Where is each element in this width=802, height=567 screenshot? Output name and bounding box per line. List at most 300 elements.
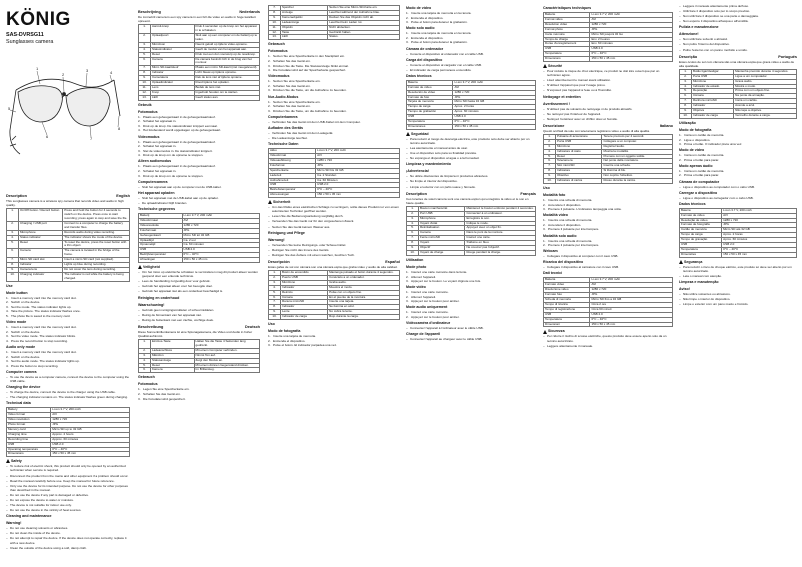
- spec-label: Tempo di ricarica: [544, 302, 590, 307]
- table-cell: Leuchtet während der Aufnahme blau.: [328, 10, 400, 15]
- text: Videomodus: [268, 74, 290, 79]
- list-text: Inserte una tarjeta de memoria en la ranura.: [411, 31, 472, 36]
- list-number: 3.: [138, 148, 141, 153]
- spec-label: Batería: [407, 80, 453, 85]
- spec-value: 0°C – 40°C: [722, 248, 797, 253]
- list-item: [406, 275, 536, 279]
- table-cell: Tenere premuto per 4 secondi.: [602, 134, 673, 139]
- text: Technical data: [6, 401, 31, 406]
- list-item: [138, 308, 260, 312]
- spec-value: Micro SD bis 32 GB: [316, 168, 400, 173]
- list-text: Legen Sie eine Speicherkarte ein.: [143, 387, 190, 392]
- table-cell: 6.: [7, 249, 19, 258]
- list-text: Clean the outside of the device using a soft, damp cloth.: [10, 545, 87, 550]
- spec-label: USB: [680, 243, 722, 248]
- table-row: [139, 95, 260, 100]
- list-text: Premere il pulsante. L'indicatore lampeggia una volta.: [548, 207, 622, 212]
- table-cell: Rood tijdens het opladen.: [194, 81, 259, 86]
- list-text: Utilizzare il dispositivo solo per lo scopo previsto.: [683, 9, 751, 14]
- list-item: [543, 69, 673, 77]
- table-cell: Mit einem dünnen Gegenstand drücken.: [194, 363, 259, 368]
- table-cell: Microfono: [556, 144, 602, 149]
- list-text: Set the mode. The status indicator lights up.: [11, 304, 72, 309]
- text: Mode button: [6, 290, 28, 295]
- text: Italiano: [659, 123, 673, 128]
- table-cell: Licht blauw op tijdens opname.: [194, 71, 259, 76]
- text: Nettoyage et entretien: [543, 94, 581, 99]
- table-cell: Graba audio.: [328, 280, 400, 285]
- table-row: [680, 252, 797, 257]
- bullet-list: [406, 52, 536, 56]
- list-item: [6, 296, 130, 300]
- spec-label: Formato de fotografia: [680, 223, 722, 228]
- warning-icon: [6, 459, 10, 463]
- table-cell: Gedrückt halten.: [328, 30, 400, 35]
- list-text: Do not use the device in the vicinity of heat sources.: [10, 508, 82, 513]
- list-text: Setzen Sie eine Speicherkarte ein.: [273, 79, 321, 84]
- list-text: Allumez l'appareil.: [411, 274, 437, 279]
- spec-value: 1280 x 720: [590, 288, 673, 293]
- list-number: 1.: [406, 290, 409, 295]
- list-number: 3.: [138, 396, 141, 401]
- spec-value: Ca. 60 Minuten: [316, 178, 400, 183]
- table-cell: Objektiv: [281, 25, 328, 30]
- bullet-list: [543, 334, 673, 347]
- table-row: [269, 35, 400, 40]
- table-cell: Se ilumina en azul.: [328, 305, 400, 310]
- spec-value: Ca. 60 minuten: [182, 243, 259, 248]
- text: Español: [385, 259, 400, 264]
- list-number: 2.: [543, 243, 546, 248]
- bullet-list: [543, 107, 673, 121]
- list-text: N'utilisez pas de solvants de nettoyage ni de produits abrasifs.: [547, 106, 633, 111]
- list-text: To use the device as a computer camera, connect the device to the computer using the USB cable.: [10, 374, 130, 383]
- table-cell: Indicador de carga: [281, 315, 328, 320]
- list-text: Press the button to stop recording.: [11, 363, 59, 368]
- spec-label: Akku: [269, 149, 316, 154]
- spec-label: Charging time: [7, 432, 51, 437]
- table-cell: The indicator is red while the battery is being charged.: [63, 272, 130, 281]
- text: Modalità solo audio: [543, 233, 577, 238]
- spec-value: Circa 2 ore: [590, 302, 673, 307]
- list-item: [268, 205, 400, 213]
- text: Câmara de computador: [679, 179, 720, 184]
- table-cell: Plaats een micro SD-kaart (niet meegeleverd).: [194, 66, 259, 71]
- table-cell: 10.: [407, 251, 419, 256]
- list-item: [268, 219, 400, 223]
- bullet-list: [6, 526, 130, 549]
- list-text: Prima o botão para parar.: [684, 173, 720, 178]
- text: Audio only mode: [6, 345, 36, 350]
- spec-value: 1280 x 720: [590, 22, 673, 27]
- list-number: 3.: [6, 304, 9, 309]
- text: Description: [6, 194, 27, 198]
- list-text: Inserire una scheda di memoria.: [548, 238, 593, 243]
- list-item: [6, 350, 130, 354]
- spec-label: Bedrijfstemperatuur: [139, 253, 183, 258]
- text: Mode vidéo: [406, 285, 426, 290]
- list-item: [6, 359, 130, 363]
- bullet-list: [6, 390, 130, 399]
- table-cell: 1.: [139, 25, 151, 34]
- list-text: Gebruik het apparaat niet als een onderdeel beschadigd is.: [142, 289, 224, 294]
- list-item: [543, 203, 673, 207]
- table-cell: Inserte una tarjeta.: [328, 300, 400, 305]
- list-text: Drücken Sie die Taste. Die Statusanzeige blinkt einmal.: [273, 63, 349, 68]
- table-cell: 8.: [544, 169, 556, 174]
- spec-value: Micro SD tot 32 GB: [182, 233, 259, 238]
- table-cell: Statusanzeige: [151, 358, 195, 363]
- list-item: [6, 305, 130, 309]
- table-cell: 3.: [269, 280, 281, 285]
- table-cell: Kamera: [151, 368, 195, 373]
- list-item: [268, 64, 400, 68]
- list-item: [138, 164, 260, 168]
- list-number: 3.: [268, 108, 271, 113]
- table-cell: Knop: [151, 90, 195, 95]
- table-cell: 3.: [544, 144, 556, 149]
- list-number: 3.: [268, 343, 271, 348]
- list-item: [6, 503, 130, 507]
- list-text: Non utilizzare il dispositivo se una parte è danneggiata.: [683, 14, 759, 19]
- list-text: Sluit het apparaat aan op de computer met de USB-kabel.: [142, 184, 222, 189]
- list-text: Appuyez sur le bouton pour arrêter.: [411, 299, 460, 304]
- table-cell: 5.: [269, 290, 281, 295]
- table-cell: Prima com um objeto fino.: [734, 89, 797, 94]
- text: Mode audio uniquement: [406, 305, 448, 310]
- table-cell: Registra l'audio.: [602, 144, 673, 149]
- list-item: [679, 133, 797, 137]
- list-item: [543, 107, 673, 111]
- spec-label: Videoformat: [269, 153, 316, 158]
- text: Beschreibung: [138, 324, 164, 329]
- table-cell: Vermelho durante a carga.: [734, 114, 797, 119]
- numbered-list: [406, 270, 536, 283]
- list-text: Inserire una scheda di memoria.: [548, 218, 593, 223]
- spec-label: Abmessungen: [269, 193, 316, 198]
- spec-label: Cartão de memória: [680, 228, 722, 233]
- list-text: Non pulire l'interno del dispositivo.: [683, 42, 730, 47]
- list-number: 3.: [406, 279, 409, 284]
- spec-label: Tiempo de grabación: [407, 110, 453, 115]
- list-item: [406, 290, 536, 294]
- spec-label: Geheugenkaart: [139, 233, 183, 238]
- list-item: [543, 334, 673, 342]
- table-cell: Porta USB: [556, 139, 602, 144]
- list-item: [543, 78, 673, 82]
- list-item: [268, 334, 400, 338]
- spec-label: Dimensions: [544, 57, 590, 62]
- list-item: [268, 68, 400, 72]
- table-cell: 9.: [269, 310, 281, 315]
- spec-value: AVI: [51, 413, 130, 418]
- spec-value: Aprox. 2 horas: [722, 233, 797, 238]
- list-text: Nettoyez l'extérieur avec un chiffon doux et humide.: [547, 116, 618, 121]
- table-cell: 7.: [407, 236, 419, 241]
- list-item: [138, 201, 260, 205]
- bullet-list: [406, 326, 536, 330]
- list-number: 3.: [6, 359, 9, 364]
- table-cell: Puerto USB: [281, 275, 328, 280]
- list-text: Die Ladeanzeige leuchtet.: [272, 135, 308, 140]
- bullet-list: [138, 196, 260, 205]
- table-cell: Insira um cartão.: [734, 99, 797, 104]
- list-item: [6, 464, 130, 472]
- list-item: [406, 315, 536, 319]
- list-item: [406, 36, 536, 40]
- spec-label: Température: [544, 52, 590, 57]
- list-text: Para reduzir o risco de choque elétrico, este produto só deve ser aberto por um técnico autorizado.: [683, 264, 792, 273]
- table-cell: 7.: [680, 99, 692, 104]
- list-item: [679, 265, 797, 273]
- bullet-list: [543, 254, 673, 258]
- list-text: Die Fotodatei wird gespeichert.: [143, 396, 186, 401]
- spec-value: Aprox. 2 horas: [453, 105, 536, 110]
- text: Reiniging en onderhoud: [138, 295, 180, 300]
- text: Technische Daten: [268, 142, 299, 147]
- list-number: 3.: [406, 20, 409, 25]
- list-item: [406, 270, 536, 274]
- table-cell: 4.: [680, 84, 692, 89]
- table-cell: Lights up blue during recording.: [63, 263, 130, 268]
- list-text: Schakel het apparaat in.: [143, 169, 177, 174]
- table-cell: Geeft status aan.: [194, 95, 259, 100]
- list-number: 1.: [268, 334, 271, 339]
- spec-label: Formato video: [544, 283, 590, 288]
- table-cell: Obiettivo: [556, 174, 602, 179]
- spec-label: Videoformaat: [139, 218, 183, 223]
- table-cell: Câmara: [692, 94, 734, 99]
- list-text: Insira um cartão de memória.: [684, 153, 725, 158]
- text: Avertissement !: [543, 101, 570, 106]
- spec-value: 150 x 50 x 45 mm: [722, 252, 797, 257]
- spec-label: Tempo de gravação: [680, 238, 722, 243]
- table-cell: Mostra la modalità.: [602, 149, 673, 154]
- text: Ces lunettes de soleil caméra sont une caméra espion qui enregistre la vidéo et le son en haute qualité.: [406, 196, 529, 205]
- table-cell: LED: [151, 95, 195, 100]
- list-item: [406, 68, 536, 72]
- table-cell: Non coprire l'obiettivo.: [602, 174, 673, 179]
- numbered-list: [679, 169, 797, 178]
- spec-label: Resolución de vídeo: [407, 90, 453, 95]
- list-item: [138, 128, 260, 132]
- list-text: Reinigen Sie das Äußere mit einem weichen, feuchten Tuch.: [272, 252, 355, 257]
- spec-value: Li-ion 3.7 V, 200 mAh: [453, 80, 536, 85]
- list-item: [406, 326, 536, 330]
- spec-label: Betriebstemperatur: [269, 188, 316, 193]
- table-cell: 12.: [269, 30, 281, 35]
- bullet-list: [679, 196, 797, 200]
- spec-label: Afmetingen: [139, 258, 183, 263]
- list-text: Setzen Sie eine Speicherkarte ein.: [273, 99, 321, 104]
- list-item: [268, 104, 400, 108]
- list-text: Insira um cartão de memória.: [684, 132, 725, 137]
- list-item: [679, 14, 797, 18]
- list-text: Encienda el dispositivo.: [273, 338, 306, 343]
- list-item: [268, 79, 400, 83]
- table-cell: 2.: [7, 221, 19, 230]
- spec-value: 1280 x 720: [453, 90, 536, 95]
- list-number: 2.: [679, 173, 682, 178]
- callout-1: 1: [36, 66, 39, 71]
- table-cell: Oplaadpoort: [151, 34, 195, 43]
- table-cell: Não tape a objetiva.: [734, 109, 797, 114]
- list-text: Ligue o dispositivo ao computador com o cabo USB.: [683, 184, 755, 189]
- spec-value: Env. 60 minutes: [590, 42, 673, 47]
- spec-label: USB: [544, 47, 590, 52]
- table-cell: Press and hold the button for 4 seconds to switch on the device. Press once to start recording; press again to stop and save the file.: [63, 209, 130, 222]
- column-5: [543, 4, 673, 564]
- table-cell: Neemt geluid op tijdens video-opname.: [194, 42, 259, 47]
- table-cell: Ranhura microSD: [692, 99, 734, 104]
- list-number: 2.: [406, 15, 409, 20]
- table-cell: Port USB: [419, 211, 465, 216]
- list-text: To reduce risk of electric shock, this product should only be opened by an authorized technician when service is required.: [10, 464, 126, 473]
- text: Uso: [543, 185, 550, 190]
- list-number: 3.: [406, 40, 409, 45]
- text: Charge de l'appareil: [406, 332, 441, 337]
- technical-data-table: [138, 213, 260, 263]
- list-number: 1.: [679, 132, 682, 137]
- list-text: N'exposez pas l'appareil à l'eau ou à l'humidité.: [547, 88, 612, 93]
- spec-value: Micro SD fino a 32 GB: [590, 298, 673, 303]
- list-item: [406, 16, 536, 20]
- text: Diese Sonnenbrillenkamera ist eine Spionagekamera, die Video und Audio in hoher Qualität aufnimmt.: [138, 329, 253, 338]
- spec-value: AVI: [722, 213, 797, 218]
- list-text: Não limpe o interior do dispositivo.: [683, 297, 731, 302]
- table-cell: Indicador: [281, 305, 328, 310]
- table-cell: Mostra o modo.: [734, 84, 797, 89]
- list-number: 2.: [138, 391, 141, 396]
- bullet-list: [406, 337, 536, 341]
- text: Modo de vídeo: [406, 6, 432, 10]
- table-cell: Muestra el modo.: [328, 285, 400, 290]
- list-item: [138, 149, 260, 153]
- spec-value: 0°C – 40°C: [316, 188, 400, 193]
- text: Warning!: [6, 521, 22, 526]
- table-cell: Kameraobjektiv: [281, 15, 328, 20]
- numbered-list: [679, 153, 797, 162]
- warning-icon: [406, 132, 410, 136]
- text: Português: [778, 54, 797, 59]
- table-cell: Reposição: [692, 89, 734, 94]
- list-number: 4.: [138, 128, 141, 133]
- text: Webcam: [543, 249, 558, 254]
- table-cell: Micrófono: [281, 280, 328, 285]
- list-text: Disconnect the product from the mains and other equipment if a problem should occur.: [10, 473, 129, 478]
- list-text: Reinigen Sie nicht das Innere des Geräts.: [272, 247, 330, 252]
- technical-data-table: [6, 407, 130, 457]
- list-item: [138, 185, 260, 189]
- spec-label: Formato de vídeo: [407, 85, 453, 90]
- spec-value: 1280 x 720: [722, 218, 797, 223]
- table-cell: Si illumina di blu.: [602, 169, 673, 174]
- table-cell: Charging indicator: [19, 272, 63, 281]
- text: Modalità video: [543, 213, 568, 218]
- table-cell: Inserire una scheda.: [602, 164, 673, 169]
- text: Modo de fotografía: [268, 329, 301, 334]
- warning-icon: [138, 265, 142, 269]
- text: Limpieza y mantenimiento: [406, 162, 451, 167]
- list-text: Ligue o dispositivo.: [684, 137, 711, 142]
- list-item: [6, 546, 130, 550]
- spec-value: Approx. 60 minutes: [51, 437, 130, 442]
- spec-label: Durée d'enregistrement: [544, 42, 590, 47]
- numbered-list: [138, 387, 260, 400]
- table-cell: 9.: [407, 246, 419, 251]
- table-cell: Ligue a um computador.: [734, 74, 797, 79]
- spec-value: Env. 2 heures: [590, 37, 673, 42]
- list-number: 2.: [679, 157, 682, 162]
- list-item: [138, 397, 260, 401]
- table-cell: Indicatore di carica: [556, 179, 602, 184]
- spec-label: USB: [407, 115, 453, 120]
- bullet-list: [679, 4, 797, 23]
- text: Questi occhiali da sole con telecamera registrano video e audio di alta qualità.: [543, 128, 650, 133]
- list-text: Druk op de knop. De statusindicator knippert eenmaal.: [143, 123, 218, 128]
- list-text: Não utilize solventes ou abrasivos.: [683, 292, 731, 297]
- numbered-list: [268, 100, 400, 113]
- text: Sicurezza: [548, 329, 565, 334]
- table-cell: Microfoon: [151, 42, 195, 47]
- list-text: Limpie el exterior con un paño suave y húmedo.: [410, 184, 476, 189]
- table-cell: Micro SD card slot: [19, 258, 63, 263]
- spec-value: USB 2.0: [590, 47, 673, 52]
- table-cell: Cámara: [281, 295, 328, 300]
- list-text: Premere il pulsante per interrompere.: [548, 243, 600, 248]
- spec-label: Dimensiones: [407, 125, 453, 130]
- list-number: 3.: [6, 334, 9, 339]
- table-cell: Appuyez avec un objet fin.: [465, 226, 536, 231]
- list-text: Connectez l'appareil au chargeur avec le câble USB.: [410, 337, 483, 342]
- text: Deutsch: [245, 324, 260, 329]
- description-table: [543, 134, 673, 184]
- list-text: Um das Risiko eines elektrischen Schlags zu verringern, sollte dieses Produkt nur von einem autorisierten Techniker geöffnet werden.: [272, 205, 400, 214]
- text: Modo solo audio: [406, 26, 435, 31]
- numbered-list: [138, 115, 260, 133]
- spec-value: USB 2.0: [722, 243, 797, 248]
- spec-value: USB 2.0: [590, 312, 673, 317]
- table-cell: On/Off button / Record button: [19, 209, 63, 222]
- list-text: Gebruik het apparaat alleen voor het beoogde doel.: [142, 284, 213, 289]
- list-number: 4.: [6, 338, 9, 343]
- table-cell: Dek de lens niet af tijdens opname.: [194, 76, 259, 81]
- text: Computer camera: [6, 369, 37, 374]
- table-cell: Taste: [281, 30, 328, 35]
- list-item: [406, 40, 536, 44]
- list-item: [6, 484, 130, 492]
- list-number: 1.: [679, 153, 682, 158]
- list-item: [679, 297, 797, 301]
- callout-4: 4: [110, 70, 113, 75]
- list-item: [138, 392, 260, 396]
- table-cell: LED: [281, 35, 328, 40]
- list-text: Premere il pulsante per interrompere.: [548, 227, 600, 232]
- list-item: [138, 313, 260, 317]
- text: Estes óculos de sol com câmara são uma câmara espia que grava vídeo e áudio de alta qualidade.: [679, 59, 795, 68]
- table-cell: Aan/uit-knop: [151, 25, 195, 34]
- list-number: 2.: [406, 274, 409, 279]
- numbered-list: [406, 290, 536, 303]
- description-table: [679, 69, 797, 119]
- text: Descrição: [679, 54, 698, 59]
- text: Safety: [11, 459, 22, 464]
- table-cell: 5.: [544, 154, 556, 159]
- spec-value: Li-Ion 3.7 V, 200 mAh: [316, 149, 400, 154]
- text: Limpeza e manutenção: [679, 280, 719, 285]
- list-item: [268, 248, 400, 252]
- list-item: [406, 185, 536, 189]
